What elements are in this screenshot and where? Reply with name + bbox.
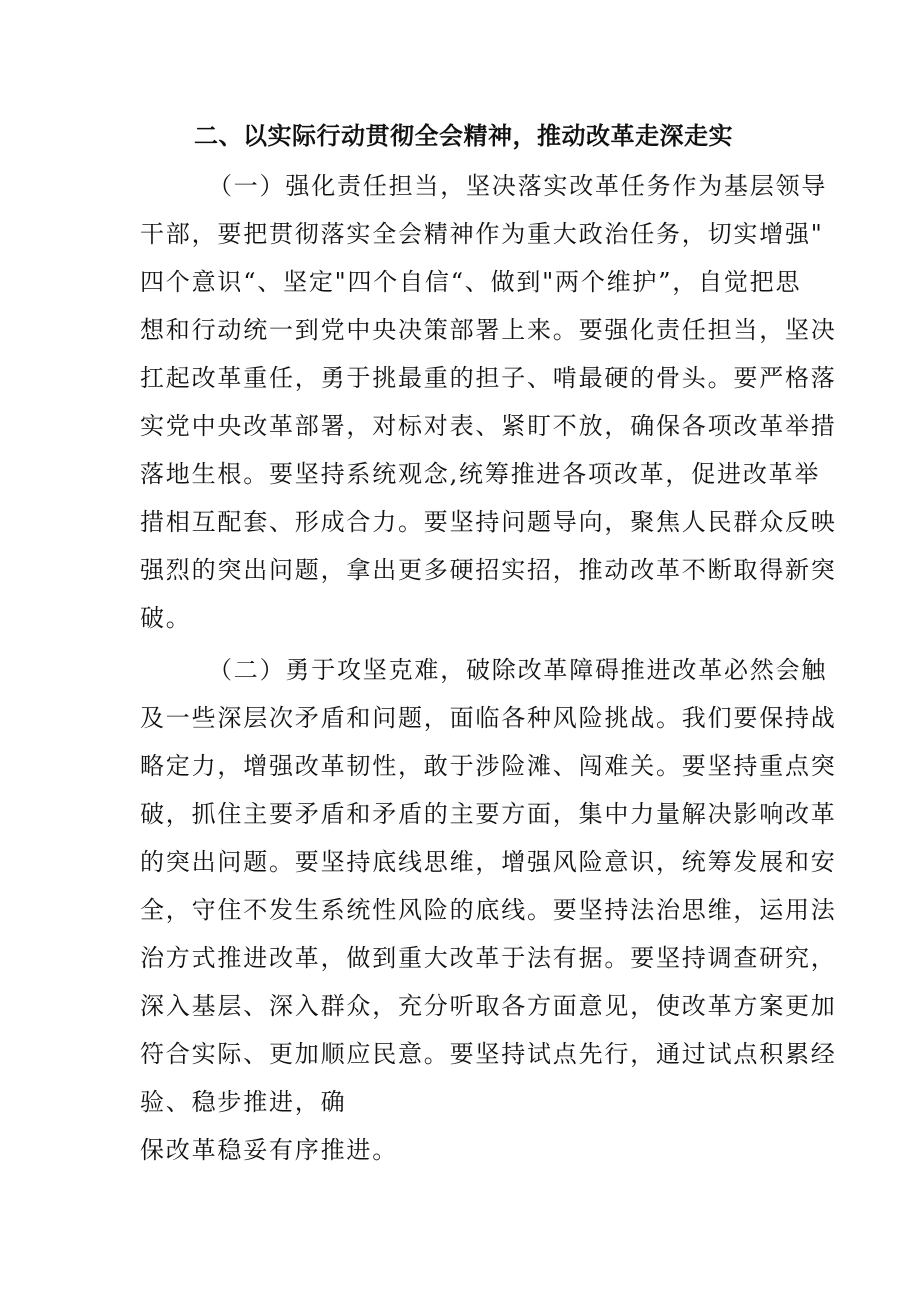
paragraph-line: 验、稳步推进，确 — [140, 1088, 347, 1116]
paragraph-line: 四个意识“、坚定"四个自信“、做到"两个维护”，自觉把思 — [140, 268, 802, 296]
paragraph-line: 落地生根。要坚持系统观念,统筹推进各项改革，促进改革举 — [140, 460, 821, 488]
paragraph-line: 想和行动统一到党中央决策部署上来。要强化责任担当，坚决 — [140, 316, 837, 344]
paragraph-line: 略定力，增强改革韧性，敢于涉险滩、闯难关。要坚持重点突 — [140, 752, 837, 780]
paragraph-line: 符合实际、更加顺应民意。要坚持试点先行，通过试点积累经 — [140, 1040, 837, 1068]
paragraph-line: 实党中央改革部署，对标对表、紧盯不放，确保各项改革举措 — [140, 412, 837, 440]
paragraph-line: 及一些深层次矛盾和问题，面临各种风险挑战。我们要保持战 — [140, 704, 837, 732]
paragraph-line: 保改革稳妥有序推进。 — [140, 1136, 398, 1164]
section-heading: 二、以实际行动贯彻全会精神，推动改革走深走实 — [194, 121, 733, 150]
paragraph-line: 深入基层、深入群众，充分听取各方面意见，使改革方案更加 — [140, 992, 837, 1020]
paragraph-line: 措相互配套、形成合力。要坚持问题导向，聚焦人民群众反映 — [140, 508, 837, 536]
paragraph-line: 破，抓住主要矛盾和矛盾的主要方面，集中力量解决影响改革 — [140, 800, 837, 828]
paragraph-line: 干部，要把贯彻落实全会精神作为重大政治任务，切实增强" — [140, 220, 824, 248]
paragraph-line: 全，守住不发生系统性风险的底线。要坚持法治思维，运用法 — [140, 896, 837, 924]
paragraph-line: 治方式推进改革，做到重大改革于法有据。要坚持调查研究， — [140, 944, 837, 972]
paragraph-line: （二）勇于攻坚克难，破除改革障碍推进改革必然会触 — [208, 656, 828, 684]
paragraph-line: （一）强化责任担当，坚决落实改革任务作为基层领导 — [208, 172, 828, 200]
paragraph-line: 的突出问题。要坚持底线思维，增强风险意识，统筹发展和安 — [140, 848, 837, 876]
paragraph-line: 扛起改革重任，勇于挑最重的担子、啃最硬的骨头。要严格落 — [140, 364, 837, 392]
paragraph-line: 破。 — [140, 604, 192, 632]
paragraph-line: 强烈的突出问题，拿出更多硬招实招，推动改革不断取得新突 — [140, 556, 837, 584]
